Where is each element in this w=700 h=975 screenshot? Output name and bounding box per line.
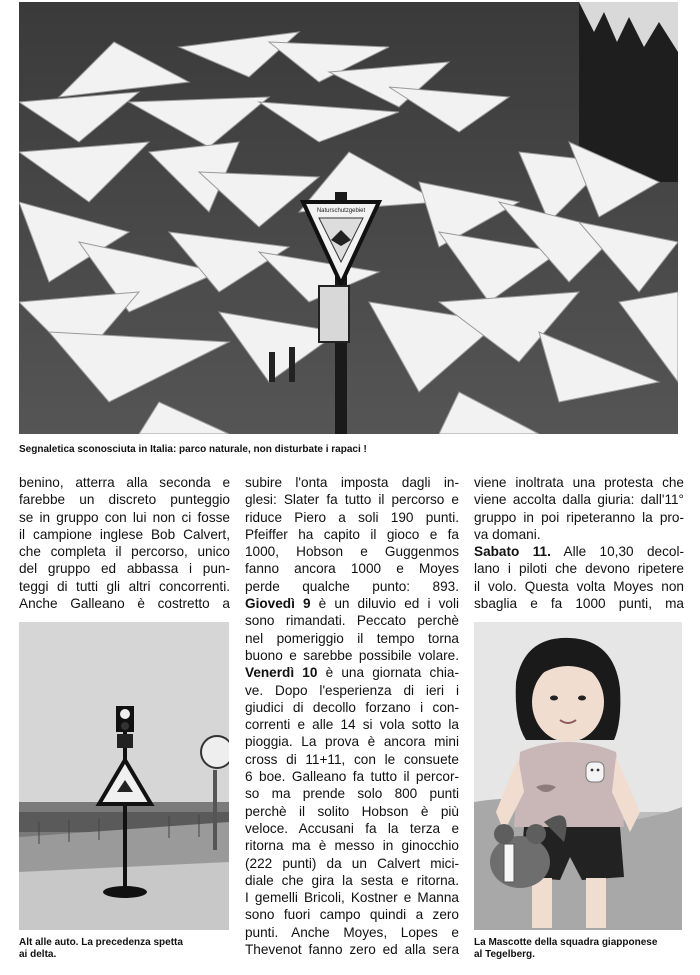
left-photo-caption <box>19 937 234 961</box>
day-heading-sabato: Sabato 11. <box>474 544 551 560</box>
text-line: ritorna ma è messo in ginocchio <box>245 838 459 854</box>
text-line: va domani. <box>474 526 541 542</box>
sign-text: Naturschutzgebiet <box>316 208 366 214</box>
text-line: riduce Piero a soli 190 punti. <box>245 509 459 525</box>
text-line-venerdi <box>245 664 459 681</box>
text-line: viene inoltrata una protesta che <box>474 475 684 490</box>
text-line: sono fuori campo quindi a zero <box>245 907 459 923</box>
text-line: veloce. Accusani fa la terza e <box>245 820 459 836</box>
caption-line: ai delta. <box>19 949 57 960</box>
text-line: subire l'onta imposta dagli in- <box>245 475 459 490</box>
text-line: pioggia. La prova è ancora mini <box>245 734 459 750</box>
text-line: so ma prende solo 800 punti <box>245 786 459 802</box>
caption-line: Alt alle auto. La precedenza spetta <box>19 937 183 948</box>
text-line: gruppo in poi ripeteranno la pro- <box>474 509 684 525</box>
text-line: se in gruppo con lui non ci fosse <box>19 509 230 525</box>
text-line: del gruppo ed abbassa i pun- <box>19 561 230 577</box>
text-line: il volo. Questa volta Moyes non <box>474 578 684 594</box>
text-line: sono rimandati. Peccato perchè <box>245 613 459 629</box>
text-line: teggi di tutti gli altri concorrenti. <box>19 578 230 594</box>
text-line: farebbe un discreto punteggio <box>19 492 230 508</box>
text-fragment: è un diluvio ed i voli <box>310 596 459 612</box>
top-photo-caption: Segnaletica sconosciuta in Italia: parco naturale, non disturbate i rapaci ! <box>19 444 367 455</box>
text-line: correnti e alle 14 si vola sotto la <box>245 717 459 733</box>
text-line: giudici di decollo forzano i con- <box>245 699 459 715</box>
text-line: fanno ancora 1000 e Moyes <box>245 561 459 577</box>
text-line-sabato <box>474 543 684 560</box>
text-line: diale che gira la sesta e ritorna. <box>245 872 459 888</box>
text-line: perchè il solito Hobson è più <box>245 803 459 819</box>
text-line: viene accolta dalla giuria: dall'11° <box>474 492 684 508</box>
text-line: Anche Galleano è costretto a <box>19 596 230 612</box>
column-2-text <box>245 474 459 958</box>
text-line: Thevenot fanno zero ed alla sera <box>245 942 459 958</box>
text-line: benino, atterra alla seconda e <box>19 475 230 490</box>
caption-line: La Mascotte della squadra giapponese <box>474 937 658 948</box>
text-line: (222 punti) da un Calvert mici- <box>245 855 459 871</box>
text-line: cross di 11+11, con le consuete <box>245 751 459 767</box>
text-line-giovedi <box>245 595 459 612</box>
text-line: glesi: Slater fa tutto il percorso e <box>245 492 459 508</box>
text-line: lano i piloti che devono ripetere <box>474 561 684 577</box>
right-photo-caption <box>474 937 689 961</box>
text-fragment: è una giornata chia- <box>317 665 459 681</box>
mascot-child-photo <box>474 622 682 930</box>
caption-line: al Tegelberg. <box>474 949 535 960</box>
text-line: nel pomeriggio il tempo torna <box>245 630 459 646</box>
text-line: buono e sarebbe possibile volare. <box>245 647 459 663</box>
text-line: ve. Dopo l'esperienza di ieri i <box>245 682 459 698</box>
text-line: perde qualche punto: 893. <box>245 578 459 594</box>
text-line: I gemelli Bricoli, Kostner e Manna <box>245 890 459 906</box>
column-1-text <box>19 474 230 612</box>
text-fragment: Alle 10,30 decol- <box>550 544 684 560</box>
text-line: punti. Anche Moyes, Lopes e <box>245 924 459 940</box>
day-heading-venerdi: Venerdì 10 <box>245 665 318 681</box>
day-heading-giovedi: Giovedì 9 <box>245 596 311 612</box>
hang-gliders-photo <box>19 2 678 434</box>
text-line: sbaglia e fa 1000 punti, ma <box>474 596 684 612</box>
text-line: 6 boe. Galleano fa tutto il percor- <box>245 769 459 785</box>
text-line: che completa il percorso, unico <box>19 544 230 560</box>
column-3-text <box>474 474 684 612</box>
text-line: 1000, Hobson e Guggenmos <box>245 544 459 560</box>
traffic-light-photo <box>19 622 229 930</box>
text-line: il campione inglese Bob Calvert, <box>19 526 230 542</box>
text-line: Pfeiffer ha capito il gioco e fa <box>245 526 459 542</box>
